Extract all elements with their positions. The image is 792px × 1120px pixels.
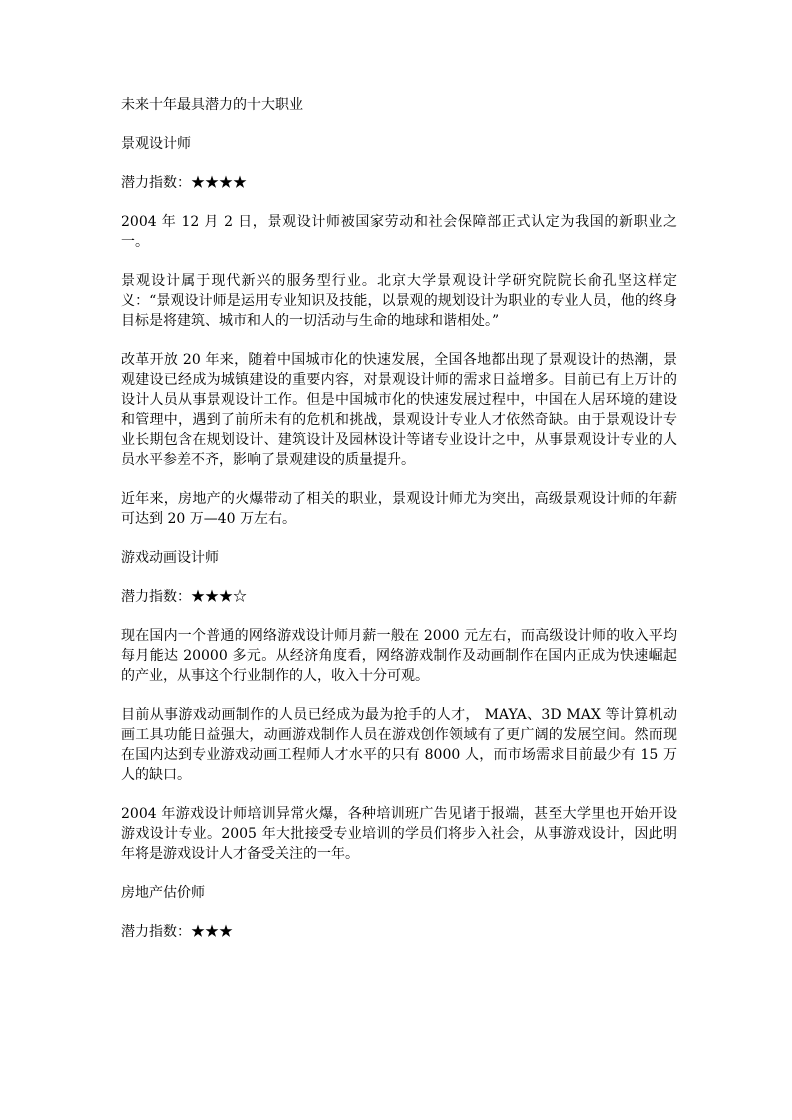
rating-game-animation-designer: 潜力指数：★★★☆	[121, 589, 247, 605]
document-body	[121, 95, 677, 961]
section-heading-landscape-designer: 景观设计师	[121, 136, 191, 152]
rating-real-estate-appraiser: 潜力指数：★★★	[121, 924, 233, 940]
paragraph: 现在国内一个普通的网络游戏设计师月薪一般在 2000 元左右，而高级设计师的收入平均每月能达 20000 多元。从经济角度看，网络游戏制作及动画制作在国内正成为快速崛起的产业，从事这个行业制作的人，收入十分可观。	[121, 628, 677, 684]
paragraph: 2004 年 12 月 2 日，景观设计师被国家劳动和社会保障部正式认定为我国的新职业之一。	[121, 214, 677, 250]
paragraph: 改革开放 20 年来，随着中国城市化的快速发展，全国各地都出现了景观设计的热潮，景观建设已经成为城镇建设的重要内容，对景观设计师的需求日益增多。目前已有上万计的设计人员从事景观设计工作。但是中国城市化的快速发展过程中，中国在人居环境的建设和管理中，遇到了前所未有的危机和挑战，景观设计专业人才依然奇缺。由于景观设计专业长期包含在规划设计、建筑设计及园林设计等诸专业设计之中，从事景观设计专业的人员水平参差不齐，影响了景观建设的质量提升。	[121, 352, 677, 468]
section-heading-real-estate-appraiser: 房地产估价师	[121, 885, 205, 901]
paragraph: 景观设计属于现代新兴的服务型行业。北京大学景观设计学研究院院长俞孔坚这样定义：“景观设计师是运用专业知识及技能，以景观的规划设计为职业的专业人员，他的终身目标是将建筑、城市和人的一切活动与生命的地球和谐相处。”	[121, 273, 677, 329]
paragraph: 目前从事游戏动画制作的人员已经成为最为抢手的人才， MAYA、3D MAX 等计算机动画工具功能日益强大，动画游戏制作人员在游戏创作领域有了更广阔的发展空间。然而现在国内达到专业游戏动画工程师人才水平的只有 8000 人，而市场需求目前最少有 15 万人的缺口。	[121, 707, 677, 783]
paragraph: 2004 年游戏设计师培训异常火爆，各种培训班广告见诸于报端，甚至大学里也开始开设游戏设计专业。2005 年大批接受专业培训的学员们将步入社会，从事游戏设计，因此明年将是游戏设计人才备受关注的一年。	[121, 806, 677, 862]
section-heading-game-animation-designer: 游戏动画设计师	[121, 550, 219, 566]
rating-landscape-designer: 潜力指数：★★★★	[121, 175, 247, 191]
paragraph: 近年来，房地产的火爆带动了相关的职业，景观设计师尤为突出，高级景观设计师的年薪可达到 20 万—40 万左右。	[121, 491, 677, 527]
document-title: 未来十年最具潜力的十大职业	[121, 97, 303, 113]
